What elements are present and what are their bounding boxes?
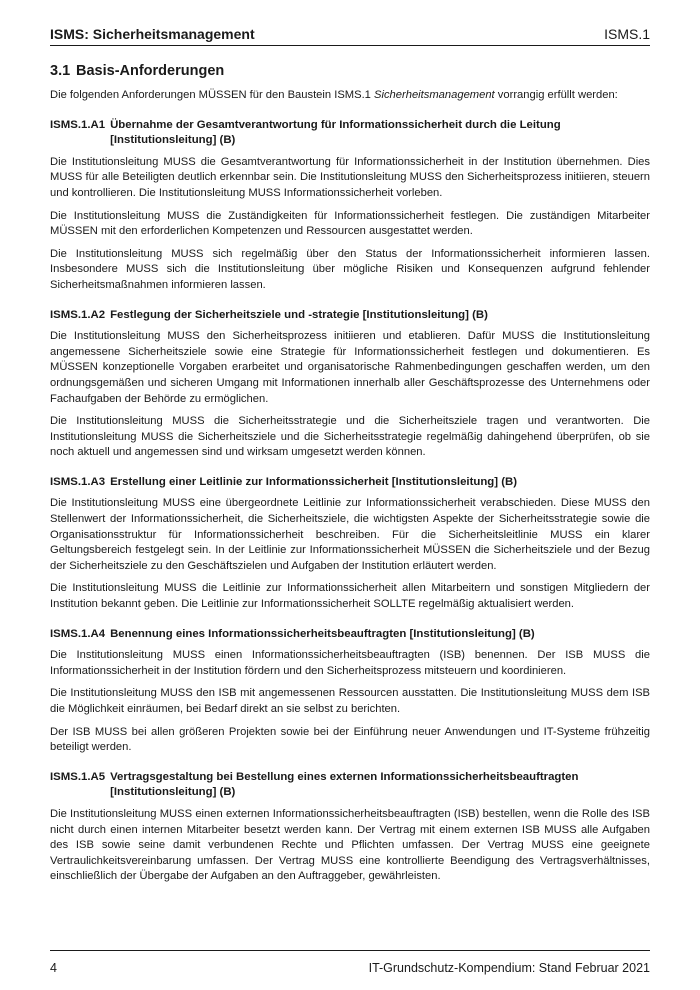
requirement-paragraph: Die Institutionsleitung MUSS eine übergeordnete Leitlinie zur Informationssicherheit verabschieden. Diese MUSS den Stellenwert der Informationssicherheit, die Sicherheitsziele, die wichtigsten Aspekte der Sicherheitsstrategie sowie die Organisationsstruktur für Informationssicherheit beschreiben. Für die Sicherheitsleitlinie MUSS ein klarer Geltungsbereich festgelegt sein. In der Leitlinie zur Informationssicherheit MÜSSEN die Sicherheitsziele und der Bezug der Sicherheitsziele zu den Geschäftszielen und Aufgaben der Institution erläutert werden. <box>50 497 650 572</box>
requirement-paragraph: Die Institutionsleitung MUSS die Gesamtverantwortung für Informationssicherheit in der Institution übernehmen. Dies MUSS für alle Beteiligten deutlich erkennbar sein. Die Institutionsleitung MUSS den Sicherheitsprozess initiieren, steuern und kontrollieren. Die Institutionsleitung MUSS Informationssicherheit vorleben. <box>50 155 650 199</box>
requirement-paragraph: Die Institutionsleitung MUSS sich regelmäßig über den Status der Informationssicherheit informieren lassen. Insbesondere MUSS sich die Institutionsleitung über mögliche Risiken und Konsequenzen aufgrund fehlender Sicherheitsmaßnahmen informieren lassen. <box>50 247 650 291</box>
requirement-block <box>50 770 650 885</box>
requirement-title: Festlegung der Sicherheitsziele und -strategie [Institutionsleitung] (B) <box>110 308 488 321</box>
requirement-title: Erstellung einer Leitlinie zur Informationssicherheit [Institutionsleitung] (B) <box>110 475 518 488</box>
requirement-block <box>50 308 650 461</box>
requirement-block <box>50 118 650 294</box>
requirement-title: Vertragsgestaltung bei Bestellung eines externen Informationssicherheitsbeauftragten [Institutionsleitung] (B) <box>110 770 579 799</box>
requirement-id: ISMS.1.A4 <box>50 627 106 640</box>
requirement-id: ISMS.1.A2 <box>50 308 106 321</box>
requirement-block <box>50 627 650 756</box>
header-chapter-title: ISMS: Sicherheitsmanagement <box>50 26 255 42</box>
module-name-italic: Sicherheitsmanagement <box>374 89 495 101</box>
requirement-id: ISMS.1.A1 <box>50 118 106 131</box>
requirement-heading <box>50 308 650 324</box>
section-heading <box>50 62 650 80</box>
requirement-paragraph: Die Institutionsleitung MUSS die Leitlinie zur Informationssicherheit allen Mitarbeitern und sonstigen Mitgliedern der Institution bekannt geben. Die Leitlinie zur Informationssicherheit SOLLTE regelmäßig aktualisiert werden. <box>50 582 650 611</box>
requirement-paragraph: Die Institutionsleitung MUSS den ISB mit angemessenen Ressourcen ausstatten. Die Institutionsleitung MUSS dem ISB die Möglichkeit einräumen, bei Bedarf direkt an sie selbst zu berichten. <box>50 687 650 715</box>
page-header <box>50 20 650 46</box>
requirement-heading <box>50 475 650 491</box>
requirement-paragraph: Die Institutionsleitung MUSS die Sicherheitsstrategie und die Sicherheitsziele tragen und verantworten. Die Institutionsleitung MUSS die Sicherheitsziele und die Sicherheitsstrategie regelmäßig dahingehend überprüfen, ob sie noch aktuell und angemessen sind und wirksam umgesetzt werden können. <box>50 415 650 459</box>
page-number: 4 <box>50 961 57 975</box>
requirement-id: ISMS.1.A5 <box>50 770 106 783</box>
requirement-heading <box>50 770 650 801</box>
requirement-paragraph: Die Institutionsleitung MUSS einen externen Informationssicherheitsbeauftragten (ISB) bestellen, wenn die Rolle des ISB nicht durch einen internen Mitarbeiter besetzt werden kann. Der Vertrag mit einem externen ISB MUSS alle Aufgaben des ISB sowie seine damit verbundenen Rechte und Pflichten umfassen. Der Vertrag MUSS eine geeignete Vertraulichkeitsvereinbarung umfassen. Der Vertrag MUSS eine kontrollierte Beendigung des Vertragsverhältnisses, einschließlich der Übergabe der Aufgaben an den Auftraggeber, gewährleisten. <box>50 807 650 883</box>
requirement-block <box>50 475 650 613</box>
requirement-heading <box>50 118 650 149</box>
requirement-title: Übernahme der Gesamtverantwortung für Informationssicherheit durch die Leitung [Institutionsleitung] (B) <box>110 118 561 147</box>
requirement-paragraph: Die Institutionsleitung MUSS die Zuständigkeiten für Informationssicherheit festlegen. Die zuständigen Mitarbeiter MÜSSEN mit den erforderlichen Kompetenzen und Ressourcen ausgestattet werden. <box>50 209 650 238</box>
section-intro: Die folgenden Anforderungen MÜSSEN für den Baustein ISMS.1 Sicherheitsmanagement vorrangig erfüllt werden: <box>50 89 618 101</box>
requirement-paragraph: Der ISB MUSS bei allen größeren Projekten sowie bei der Einführung neuer Anwendungen und IT-Systeme frühzeitig beteiligt werden. <box>50 725 650 754</box>
requirement-paragraph: Die Institutionsleitung MUSS den Sicherheitsprozess initiieren und etablieren. Dafür MUSS die Institutionsleitung angemessene Sicherheitsziele sowie eine Strategie für Informationssicherheit festlegen und dokumentieren. Es MÜSSEN konzeptionelle Vorgaben erarbeitet und organisatorische Rahmenbedingungen geschaffen werden, um den ordnungsgemäßen und sicheren Umgang mit Informationen innerhalb aller Geschäftsprozesse des Unternehmens oder Fachaufgaben der Behörde zu ermöglichen. <box>50 330 650 405</box>
section-number: 3.1 <box>50 63 71 79</box>
requirement-heading <box>50 627 650 643</box>
section-title: Basis-Anforderungen <box>76 63 225 79</box>
requirement-paragraph: Die Institutionsleitung MUSS einen Informationssicherheitsbeauftragten (ISB) benennen. Der ISB MUSS die Informationssicherheit in der Institution fördern und den Sicherheitsprozess mitsteuern und koordinieren. <box>50 649 650 677</box>
page-content <box>50 62 650 892</box>
header-module-id: ISMS.1 <box>604 26 650 42</box>
page-footer <box>50 950 650 975</box>
footer-source: IT-Grundschutz-Kompendium: Stand Februar 2021 <box>368 961 650 975</box>
requirement-id: ISMS.1.A3 <box>50 475 106 488</box>
requirement-title: Benennung eines Informationssicherheitsbeauftragten [Institutionsleitung] (B) <box>110 627 535 640</box>
